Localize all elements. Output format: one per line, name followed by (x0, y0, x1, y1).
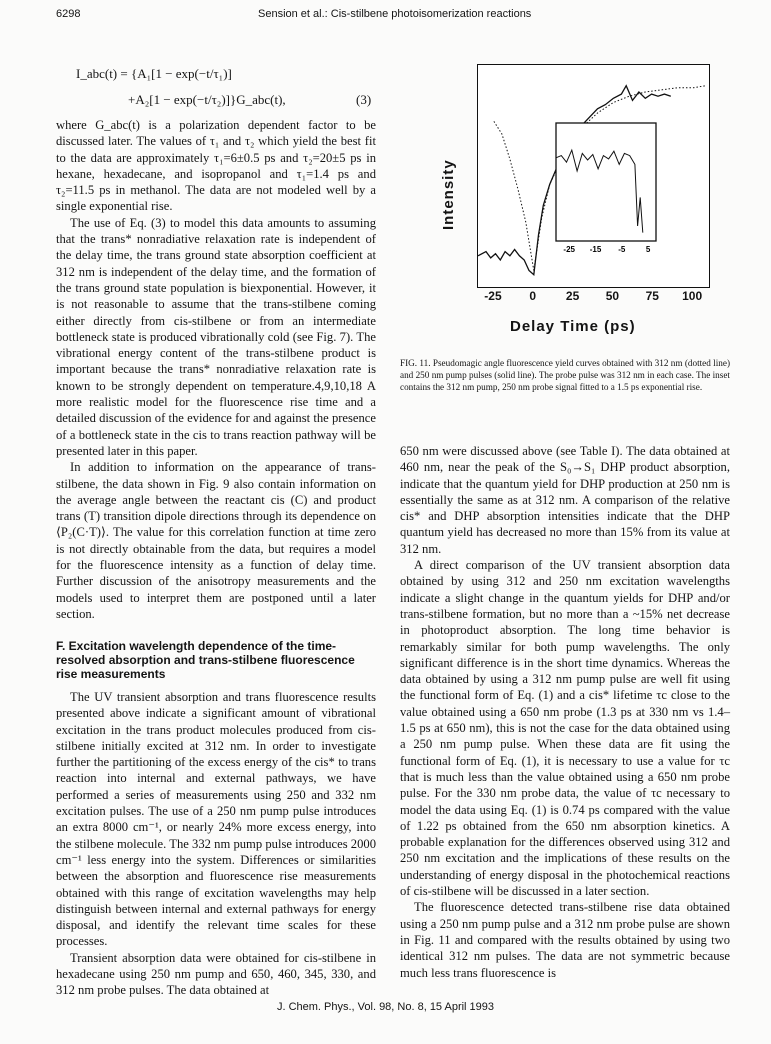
x-tick-label: 25 (565, 289, 580, 303)
main-plot (478, 65, 709, 287)
journal-citation-footer: J. Chem. Phys., Vol. 98, No. 8, 15 April 1993 (276, 1001, 495, 1013)
x-tick-label: 100 (682, 289, 703, 303)
inset-plot (556, 123, 656, 254)
section-heading: F. Excitation wavelength dependence of the time-resolved absorption and trans-stilbene fluorescence rise measurements (56, 639, 355, 681)
figure-plot-frame (477, 64, 710, 288)
paragraph: Transient absorption data were obtained for cis-stilbene in hexadecane using 250 nm pump and 650, 460, 345, 330, and 312 nm probe pulses. The data obtained at (56, 950, 376, 998)
equation-line-2: +A₂[1 − exp(−t/τ₂)]}G_abc(t), (128, 92, 286, 107)
left-column-bottom (56, 689, 376, 999)
y-axis-label: Intensity (440, 159, 457, 230)
x-tick-label: -25 (484, 289, 502, 303)
left-column-top (56, 117, 376, 622)
paragraph: In addition to information on the appearance of trans-stilbene, the data shown in Fig. 9 also contain information on the average angle between the reactant cis (C) and product trans (T) transition dipole directions through its dependence on ⟨P₂(C·T)⟩. The value for this correlation function at time zero is not directly obtainable from the data, but requires a model for the fluorescence intensity as a function of delay time. Further discussion of the anisotropy measurements and the models used to interpret them are postponed until a later section. (56, 460, 376, 621)
page-number: 6298 (56, 8, 81, 20)
x-tick-label: 75 (645, 289, 659, 303)
x-axis-label: Delay Time (ps) (510, 318, 636, 335)
inset-x-tick-label: -25 (563, 245, 575, 254)
inset-x-tick-label: -15 (589, 245, 602, 254)
paragraph: 650 nm were discussed above (see Table I). The data obtained at 460 nm, near the peak of the S₀→S₁ DHP product absorption, indicate that the quantum yield for DHP production at 250 nm is essentially the same as at 312 nm. A comparison of the relative cis* and DHP absorption intensities indicate that the DHP quantum yield has decreased no more than 15% from its value at 312 nm. (400, 444, 730, 556)
paragraph: A direct comparison of the UV transient absorption data obtained by using 312 and 250 nm excitation wavelengths indicate a slight change in the quantum yields for DHP and/or trans-stilbene formation, but no more than a ~15% net decrease in photoproduct absorption. The long time behavior is remarkably similar for both pump wavelengths. The only significant difference is in the short time dynamics. Whereas the data obtained by using a 312 nm pump pulse are well fit using the functional form of Eq. (1) and a cis* lifetime τc close to the value obtained using a 650 nm probe (1.3 ps at 330 nm vs 1.4–1.5 ps at 650 nm), this is not the case for the data obtained using a 250 nm pump pulse. When these data are fit using the functional form of Eq. (1), it is necessary to use a value for τc that is much less than the value obtained using a 650 nm probe pulse. For the 330 nm probe data, the value of τc necessary to model the data using Eq. (1) is 0.74 ps compared with the value of 1.22 ps obtained from the 650 nm absorption kinetics. A probable explanation for the differences observed using 312 and 250 nm excitation and the implications of these results on the understanding of energy disposal in the photochemical reactions of cis-stilbene will be discussed in a later section. (400, 558, 730, 899)
right-column (400, 443, 730, 981)
inset-frame (556, 123, 656, 241)
paragraph: where G_abc(t) is a polarization dependent factor to be discussed later. The values of τ₁ and τ₂ which yield the best fit to the data are approximately τ₁=6±0.5 ps and τ₂=20±5 ps in hexane, hexadecane, and isopropanol and τ₁=1.4 ps and τ₂=11.5 ps in methanol. The data are not modeled well by a single exponential rise. (56, 118, 376, 214)
equation-number: (3) (356, 92, 372, 107)
inset-x-tick-label: 5 (645, 245, 651, 254)
x-tick-label: 50 (605, 289, 620, 303)
equation-line-1: I_abc(t) = {A₁[1 − exp(−t/τ₁)] (76, 66, 232, 81)
running-title: Sension et al.: Cis-stilbene photoisomerization reactions (258, 8, 532, 20)
paragraph: The UV transient absorption and trans fluorescence results presented above indicate a significant amount of vibrational excitation in the trans product molecules produced from cis-stilbene initially excited at 312 nm. In order to investigate further the partitioning of the excess energy of the cis* to trans reaction into internal and external pathways, we have performed a series of measurements using 250 and 332 nm excitation pulses. The use of a 250 nm pump pulse introduces an extra 8000 cm⁻¹, or nearly 24% more excess energy, into the stilbene molecule. The 332 nm pump pulse introduces 2000 cm⁻¹ less energy into the system. Differences or similarities between the absorption and fluorescence rise measurements obtained with this range of excitation wavelengths may help distinguish between internal and external pathways for energy disposal, and identify the relevant time scales for these processes. (56, 690, 376, 949)
paragraph: The use of Eq. (3) to model this data amounts to assuming that the trans* nonradiative relaxation rate is independent of the delay time, the trans ground state absorption coefficient at 312 nm is independent of the delay time, and the formation of the trans ground state population is biexponential. However, it is not reasonable to assume that the trans-stilbene coming either directly from cis-stilbene or from an intermediate bottleneck state is produced vibrationally cold (see Fig. 7). The vibrational energy content of the trans-stilbene product is important because the trans* nonradiative relaxation rate is known to be strongly dependent on temperature.4,9,10,18 A more realistic model for the fluorescence rise time and a detailed discussion of the evidence for and against the presence of a bottleneck state in the cis to trans reaction pathway will be presented later in this paper. (56, 215, 376, 458)
x-tick-label: 0 (529, 289, 537, 303)
inset-x-tick-label: -5 (618, 245, 626, 254)
paragraph: The fluorescence detected trans-stilbene rise data obtained using a 250 nm pump pulse and a 312 nm probe pulse are shown in Fig. 11 and compared with the results obtained by using two identical 312 nm pulses. The data are not symmetric because much less trans fluorescence is (400, 900, 730, 980)
figure-caption: FIG. 11. Pseudomagic angle fluorescence yield curves obtained with 312 nm (dotted line) and 250 nm pump pulses (solid line). The probe pulse was 312 nm in each case. The inset contains the 312 nm pump, 250 nm probe signal fitted to a 1.5 ps exponential rise. (400, 358, 730, 392)
